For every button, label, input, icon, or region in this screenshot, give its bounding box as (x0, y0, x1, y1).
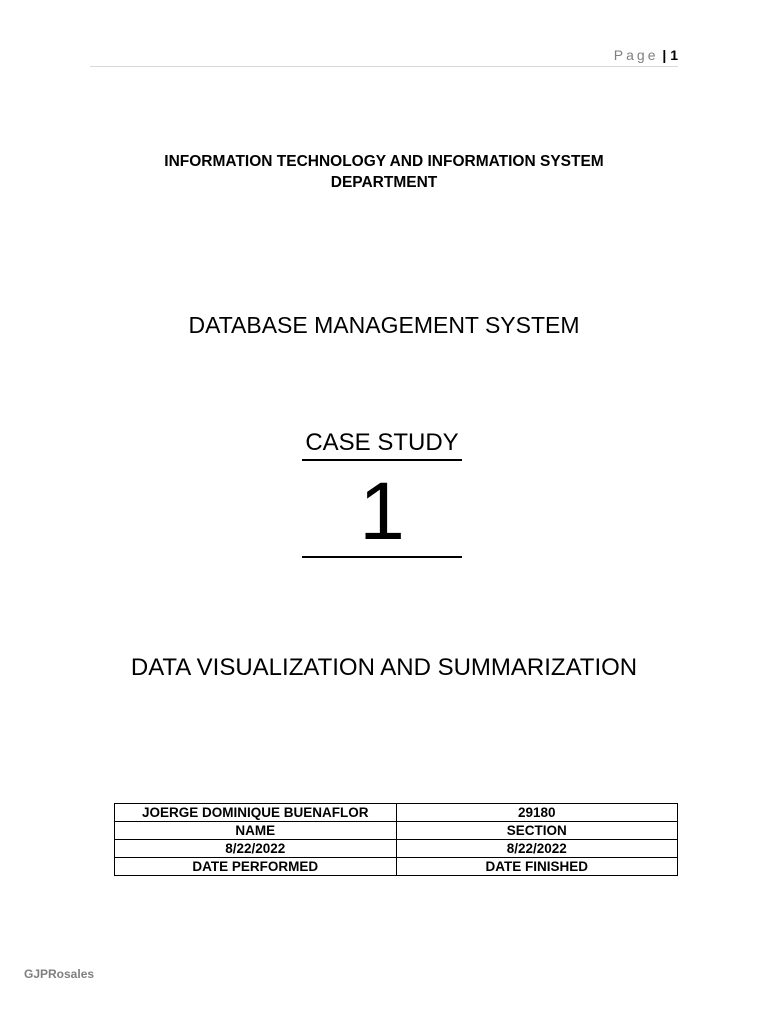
table-row (115, 840, 678, 858)
case-study-number: 1 (302, 468, 462, 558)
date-finished-label: DATE FINISHED (396, 858, 678, 876)
page-word: Page (613, 47, 659, 63)
page-header (90, 46, 678, 67)
page-separator: | (662, 47, 667, 63)
table-row (115, 804, 678, 822)
section-label: SECTION (396, 822, 678, 840)
page-number-indicator (614, 46, 678, 64)
table-row (115, 858, 678, 876)
student-info-table (114, 803, 678, 876)
name-label: NAME (115, 822, 397, 840)
case-study-label: CASE STUDY (302, 428, 462, 461)
page-number: 1 (670, 47, 678, 63)
table-row (115, 822, 678, 840)
department-heading (0, 151, 768, 193)
course-title: DATABASE MANAGEMENT SYSTEM (188, 312, 580, 338)
subject-title: DATA VISUALIZATION AND SUMMARIZATION (130, 654, 638, 681)
date-performed-value: 8/22/2022 (115, 840, 397, 858)
department-line-2: DEPARTMENT (330, 174, 438, 191)
date-finished-value: 8/22/2022 (396, 840, 678, 858)
date-performed-label: DATE PERFORMED (115, 858, 397, 876)
student-name-value: JOERGE DOMINIQUE BUENAFLOR (115, 804, 397, 822)
section-value: 29180 (396, 804, 678, 822)
department-line-1: INFORMATION TECHNOLOGY AND INFORMATION SYSTEM (164, 153, 604, 170)
footer-author: GJPRosales (24, 967, 95, 981)
